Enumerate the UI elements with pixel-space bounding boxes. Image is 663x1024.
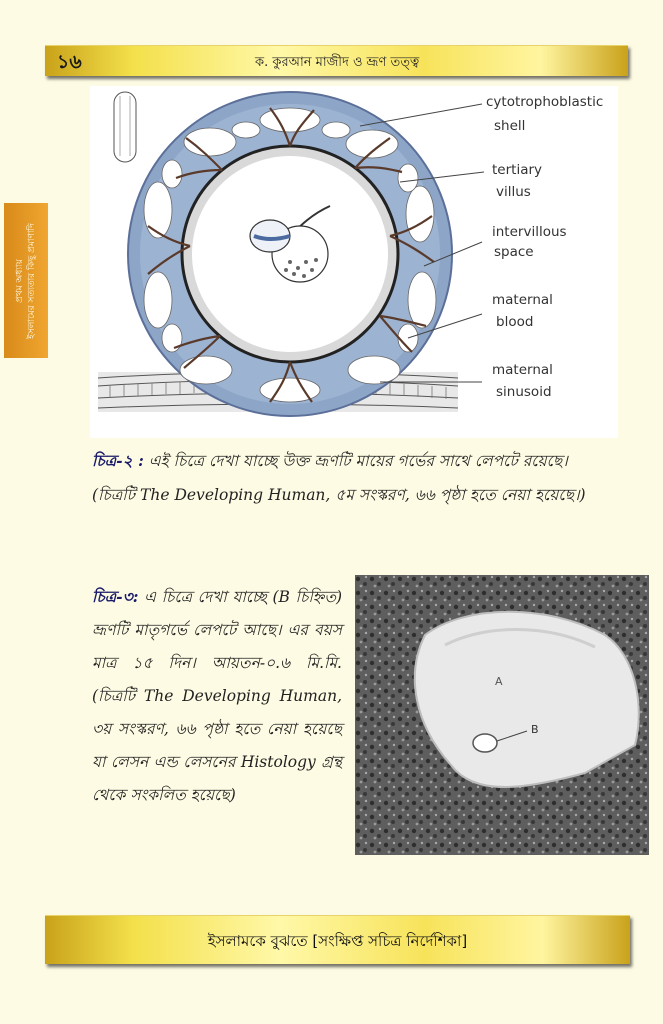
- label-villus: villus: [496, 184, 531, 200]
- chapter-label: প্রথম অধ্যায়: [15, 258, 25, 303]
- footer-bar: [45, 915, 630, 964]
- label-a: A: [495, 675, 503, 688]
- figure3-caption-text: এ চিত্রে দেখা যাচ্ছে (B চিহ্নিত) ভ্রূণটি মাতৃগর্ভে লেপটে আছে। এর বয়স মাত্র ১৫ দিন। আয়তন-০.৬ মি.মি. (চিত্রটি The Developing Human, ৩য় সংস্করণ, ৬৬ পৃষ্ঠা হতে নেয়া হয়েছে যা লেসন এন্ড লেসনের Histology গ্রন্থ থেকে সংকলিত হয়েছে): [92, 588, 342, 804]
- label-intervillous: intervillous: [492, 224, 567, 240]
- label-maternal-sinusoid-1: maternal: [492, 362, 553, 378]
- figure3-caption-lead: চিত্র-৩:: [92, 587, 139, 606]
- figure3-caption: [92, 580, 342, 812]
- header-bar: [45, 45, 628, 76]
- chapter-title: ইসলামের সত্যতার কিছু প্রমাণাদি: [27, 222, 37, 339]
- chorionic-sac: [415, 612, 639, 787]
- chapter-side-tab: [4, 203, 48, 358]
- figure2-caption: [92, 444, 592, 512]
- figure2-caption-text: এই চিত্রে দেখা যাচ্ছে উক্ত ভ্রূণটি মায়ের গর্ভের সাথে লেপটে রয়েছে। (চিত্রটি The Developing Human, ৫ম সংস্করণ, ৬৬ পৃষ্ঠা হতে নেয়া হয়েছে।): [92, 452, 586, 504]
- chapter-side-tab-text: [14, 223, 38, 339]
- label-maternal-blood-1: maternal: [492, 292, 553, 308]
- label-sinusoid: sinusoid: [496, 384, 552, 400]
- label-space: space: [494, 244, 534, 260]
- label-b: B: [531, 723, 539, 736]
- page-number: ১৬: [57, 51, 82, 73]
- book-title: ইসলামকে বুঝতে [সংক্ষিপ্ত সচিত্র নির্দেশিকা]: [207, 932, 468, 950]
- running-title: ক. কুরআন মাজীদ ও ভ্রূণ তত্ত্ব: [255, 55, 420, 70]
- uterine-gland: [114, 92, 136, 162]
- figure-implanted-embryo-diagram: [90, 86, 618, 438]
- figure-histology-micrograph: [355, 575, 649, 855]
- figure2-caption-lead: চিত্র-২ :: [92, 451, 144, 470]
- label-shell: shell: [494, 118, 526, 134]
- embryo-b: [473, 734, 497, 752]
- label-cytotrophoblastic: cytotrophoblastic: [486, 94, 604, 110]
- label-blood: blood: [496, 314, 534, 330]
- micrograph-drawing: [355, 575, 649, 855]
- label-tertiary: tertiary: [492, 162, 543, 178]
